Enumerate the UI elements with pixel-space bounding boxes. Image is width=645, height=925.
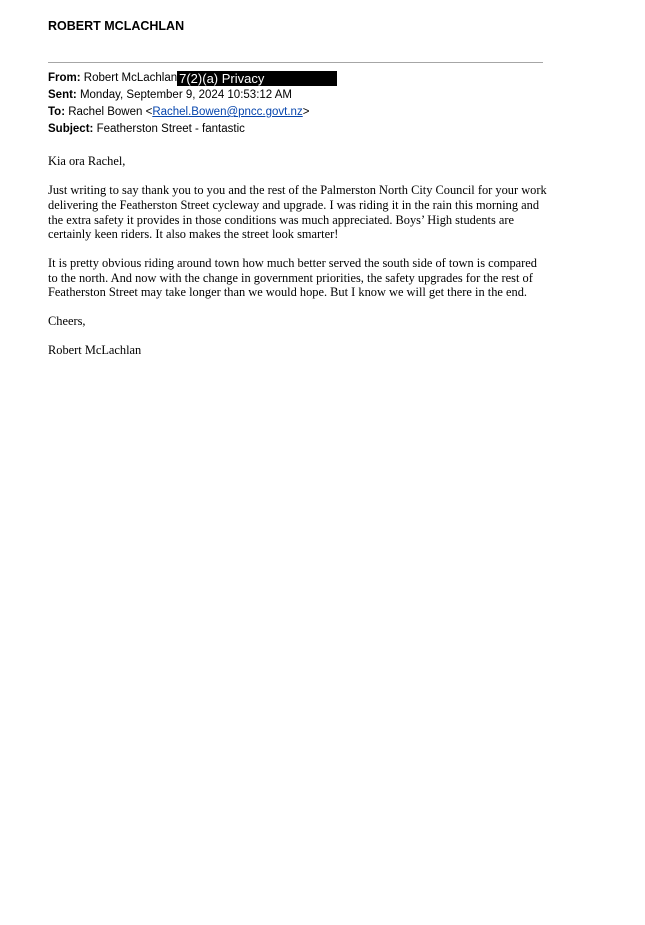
to-row [48,104,337,121]
from-row [48,70,337,87]
body-paragraph-2: It is pretty obvious riding around town how much better served the south side of town is compared to the north. And now with the change in government priorities, the safety upgrades for the rest of Featherston Street may take longer than we would hope. But I know we will get there in the end. [48,256,537,300]
from-value: Robert McLachlan [83,72,178,84]
subject-value: Featherston Street - fantastic [96,123,245,135]
to-close-bracket: > [302,106,310,118]
document-header-name: ROBERT MCLACHLAN [48,19,185,33]
subject-row [48,121,337,138]
privacy-redaction: 7(2)(a) Privacy [177,71,337,86]
signature: Robert McLachlan [48,343,142,358]
sent-value: Monday, September 9, 2024 10:53:12 AM [79,89,292,101]
header-divider [48,62,543,63]
sent-row [48,87,337,104]
subject-label: Subject: [48,123,94,135]
from-label: From: [48,72,81,84]
to-name: Rachel Bowen < [68,106,153,118]
greeting: Kia ora Rachel, [48,154,126,168]
sent-label: Sent: [48,89,77,101]
email-metadata [48,70,337,138]
email-body [48,154,548,372]
recipient-email-link[interactable]: Rachel.Bowen@pncc.govt.nz [152,106,303,118]
closing: Cheers, [48,314,86,329]
body-paragraph-1: Just writing to say thank you to you and the rest of the Palmerston North City Council for your work delivering the Featherston Street cycleway and upgrade. I was riding it in the rain this morning and the extra safety it provides in those conditions was much appreciated. Boys’ High students are certainly keen riders. It also makes the street look smarter! [48,183,547,242]
to-label: To: [48,106,66,118]
